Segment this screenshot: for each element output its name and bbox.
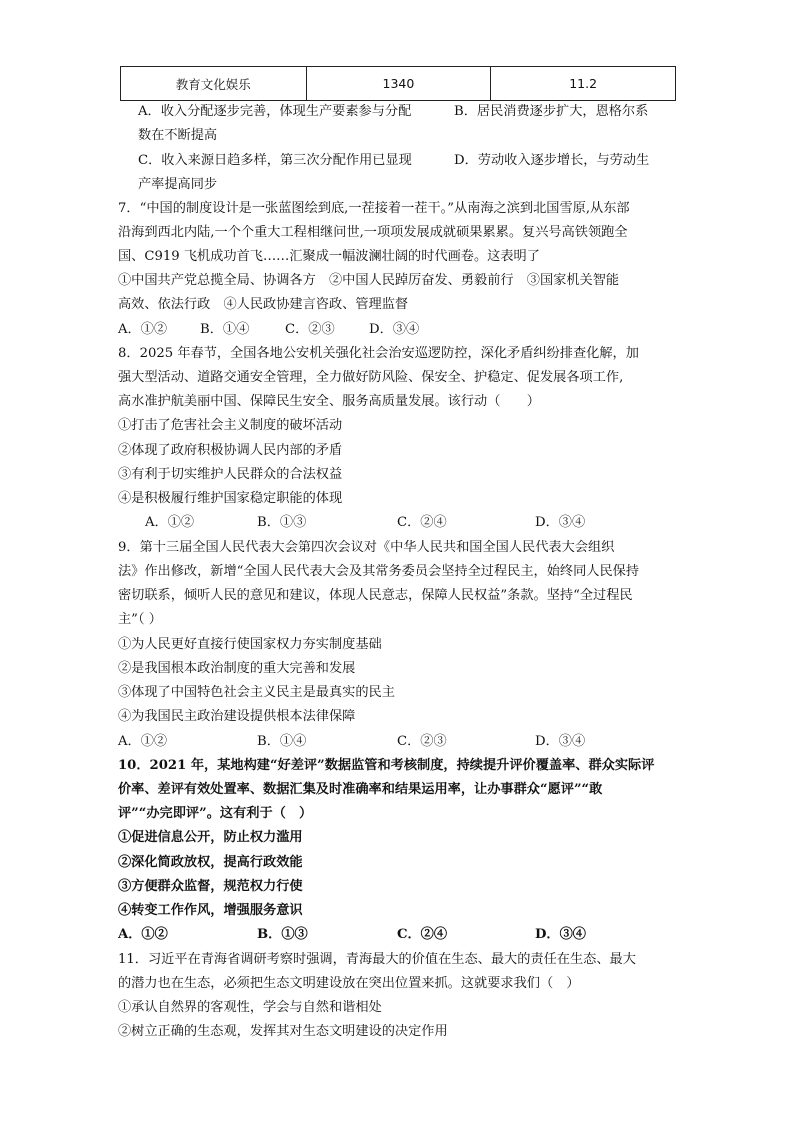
q11-item: ①承认自然界的客观性，学会与自然和谐相处 <box>118 1000 382 1015</box>
q9-stem-line: 9．第十三届全国人民代表大会第四次会议对《中华人民共和国全国人民代表大会组织 <box>118 540 615 555</box>
q6-option-a: A．收入分配逐步完善，体现生产要素参与分配 <box>138 104 412 119</box>
q6-option-c: C．收入来源日趋多样，第三次分配作用已显现 <box>138 153 412 168</box>
q10-answer-a: A．①② <box>118 927 168 942</box>
q8-stem-line: 强大型活动、道路交通安全管理，全力做好防风险、保安全、护稳定、促发展各项工作, <box>118 370 624 385</box>
table-row <box>121 67 676 101</box>
q7-stem-line: 沿海到西北内陆,一个个重大工程相继问世,一项项发展成就硕果累累。复兴号高铁领跑全 <box>118 225 628 240</box>
q7-stem-line: 7．“中国的制度设计是一张蓝图绘到底,一茬接着一茬干。”从南海之滨到北国雪原,从东部 <box>118 201 630 216</box>
q8-answer-d: D．③④ <box>535 515 586 530</box>
data-table <box>120 66 676 101</box>
table-cell: 1340 <box>306 67 491 101</box>
q9-stem-line: 密切联系，倾听人民的意见和建议，体现人民意志，保障人民权益”条款。坚持“全过程民 <box>118 588 633 603</box>
q10-answer-c: C．②④ <box>397 927 448 942</box>
q8-answer-b: B．①③ <box>257 515 307 530</box>
q7-answer-d: D．③④ <box>369 322 420 337</box>
q9-answer-a: A．①② <box>118 734 168 749</box>
q10-answer-d: D．③④ <box>535 927 586 942</box>
q9-stem-line: 主”（ ） <box>118 612 162 627</box>
q9-item: ①为人民更好直接行使国家权力夯实制度基础 <box>118 637 382 652</box>
q8-item: ①打击了危害社会主义制度的破坏活动 <box>118 418 343 433</box>
q8-answer-c: C．②④ <box>397 515 447 530</box>
q9-answer-b: B．①④ <box>257 734 307 749</box>
q8-item: ④是积极履行维护国家稳定职能的体现 <box>118 491 343 506</box>
q7-answer-b: B．①④ <box>200 322 250 337</box>
q9-item: ②是我国根本政治制度的重大完善和发展 <box>118 661 356 676</box>
q10-item: ④转变工作作风，增强服务意识 <box>118 903 303 918</box>
q6-option-b: B．居民消费逐步扩大，恩格尔系 <box>454 104 649 119</box>
q6-option-b-cont: 数在不断提高 <box>138 128 218 143</box>
q9-answer-d: D．③④ <box>535 734 586 749</box>
q7-stem-line: ①中国共产党总揽全局、协调各方 ②中国人民踔厉奋发、勇毅前行 ③国家机关智能 <box>118 273 620 288</box>
q10-stem-line: 评”“办完即评”。这有利于（ ） <box>118 806 313 821</box>
q9-item: ④为我国民主政治建设提供根本法律保障 <box>118 709 356 724</box>
q7-answer-c: C．②③ <box>285 322 335 337</box>
q8-item: ③有利于切实维护人民群众的合法权益 <box>118 467 343 482</box>
q11-item: ②树立正确的生态观，发挥其对生态文明建设的决定作用 <box>118 1024 448 1039</box>
q10-item: ③方便群众监督，规范权力行使 <box>118 879 303 894</box>
q7-answer-a: A．①② <box>118 322 168 337</box>
q10-stem-line: 价率、差评有效处置率、数据汇集及时准确率和结果运用率，让办事群众“愿评”“敢 <box>118 782 603 797</box>
q8-stem-line: 8．2025 年春节，全国各地公安机关强化社会治安巡逻防控，深化矛盾纠纷排查化解，加 <box>118 346 639 361</box>
q10-item: ②深化简政放权，提高行政效能 <box>118 855 303 870</box>
q7-stem-line: 高效、依法行政 ④人民政协建言咨政、管理监督 <box>118 297 409 312</box>
q9-stem-line: 法》作出修改，新增“全国人民代表大会及其常务委员会坚持全过程民主，始终同人民保持 <box>118 564 640 579</box>
q8-stem-line: 高水准护航美丽中国、保障民生安全、服务高质量发展。该行动（ ） <box>118 394 540 409</box>
q7-stem-line: 国、C919 飞机成功首飞……汇聚成一幅波澜壮阔的时代画卷。这表明了 <box>118 249 540 264</box>
q10-item: ①促进信息公开，防止权力滥用 <box>118 830 303 845</box>
q9-item: ③体现了中国特色社会主义民主是最真实的民主 <box>118 685 395 700</box>
q11-stem-line: 的潜力也在生态，必须把生态文明建设放在突出位置来抓。这就要求我们（ ） <box>118 976 580 991</box>
q11-stem-line: 11．习近平在青海省调研考察时强调，青海最大的价值在生态、最大的责任在生态、最大 <box>118 952 636 967</box>
q8-answer-a: A．①② <box>145 515 195 530</box>
q10-stem-line: 10．2021 年，某地构建“好差评”数据监管和考核制度，持续提升评价覆盖率、群众实际评 <box>118 758 655 773</box>
table-cell: 教育文化娱乐 <box>121 67 307 101</box>
q8-item: ②体现了政府积极协调人民内部的矛盾 <box>118 443 343 458</box>
q9-answer-c: C．②③ <box>397 734 447 749</box>
q10-answer-b: B．①③ <box>257 927 308 942</box>
table-cell: 11.2 <box>491 67 676 101</box>
q6-option-d: D．劳动收入逐步增长，与劳动生 <box>454 153 650 168</box>
q6-option-d-cont: 产率提高同步 <box>138 177 218 192</box>
